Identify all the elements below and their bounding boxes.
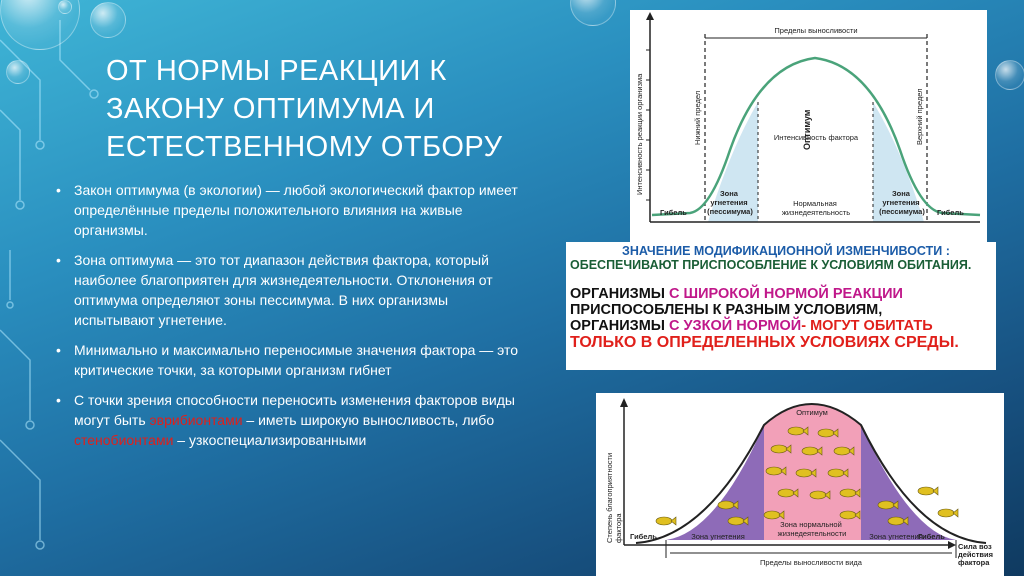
bullet-text: Закон оптимума (в экологии) — любой экологический фактор имеет определённые пределы положительного влияния на живые организмы. (74, 182, 518, 238)
title-line: ОТ НОРМЫ РЕАКЦИИ К (106, 55, 447, 87)
optimum-label: Оптимум (802, 109, 812, 150)
panel-text-red: - МОГУТ ОБИТАТЬ (801, 318, 933, 334)
slide-title (106, 52, 506, 166)
modification-panel (566, 242, 996, 370)
bullet-item (56, 180, 526, 240)
bullet-item (56, 250, 526, 330)
limits-label: Пределы выносливости (774, 26, 858, 35)
highlight-stenobiont: стенобионтами (74, 432, 174, 448)
bullet-marker: • (56, 182, 61, 198)
bubble-decoration (58, 0, 72, 14)
panel-text: ОРГАНИЗМЫ (570, 318, 670, 334)
bullet-marker: • (56, 392, 61, 408)
death-left-label: Гибель (660, 208, 687, 217)
bubble-decoration (995, 60, 1024, 90)
x-axis-arrow (948, 541, 956, 549)
bullet-text-part: С точки зрения способности переносить изменения факторов виды могут быть (74, 392, 515, 428)
death-right-label: Гибель (937, 208, 964, 217)
death-right-label: Гибель (918, 532, 945, 541)
bullet-text (74, 392, 515, 448)
title-line: ЕСТЕСТВЕННОМУ ОТБОРУ (106, 131, 503, 163)
bullet-marker: • (56, 252, 61, 268)
bullet-text-part: – иметь широкую выносливость, либо (242, 412, 495, 428)
fish-diagram (596, 393, 1004, 576)
lower-limit-label: Нижний предел (693, 90, 702, 145)
panel-highlight-wide: С ШИРОКОЙ НОРМОЙ РЕАКЦИИ (669, 286, 903, 302)
zone-right-label: Зона угнетения (пессимума) (879, 189, 925, 216)
x-axis-label: Сила воз действия фактора (958, 542, 993, 567)
panel-heading: ЗНАЧЕНИЕ МОДИФИКАЦИОННОЙ ИЗМЕНЧИВОСТИ : (622, 244, 950, 258)
fish-icon (656, 517, 676, 525)
optimum-label: Оптимум (796, 408, 828, 417)
x-axis-label: Интенсивность фактора (773, 133, 859, 142)
y-axis-arrow (646, 12, 654, 20)
zone-normal-label: Нормальная жизнедеятельность (781, 199, 851, 217)
tolerance-diagram (630, 10, 987, 242)
bullet-item (56, 340, 526, 380)
zone-left-label: Зона угнетения (пессимума) (707, 189, 753, 216)
panel-text: ОРГАНИЗМЫ (570, 286, 670, 302)
fish-icon (918, 487, 938, 495)
bullet-marker: • (56, 342, 61, 358)
title-line: ЗАКОНУ ОПТИМУМА И (106, 93, 435, 125)
zone-normal-label: Зона нормальной жизнедеятельности (777, 520, 847, 538)
y-axis-label: Степень благоприятности фактора (605, 452, 623, 543)
highlight-eurybiont: эврибионтами (149, 412, 243, 428)
fish-icon (938, 509, 958, 517)
bullet-item (56, 390, 526, 450)
zone-right-label: Зона угнетения (869, 532, 923, 541)
range-label: Пределы выносливости вида (760, 558, 862, 567)
zone-left-purple (666, 425, 764, 540)
bullet-list (56, 180, 526, 460)
panel-highlight-narrow: С УЗКОЙ НОРМОЙ (669, 318, 802, 334)
bullet-text: Минимально и максимально переносимые значения фактора — это критические точки, за которыми организм гибнет (74, 342, 519, 378)
bullet-text: Зона оптимума — это тот диапазон действия фактора, который наиболее благоприятен для жизнедеятельности. Отклонения от оптимума определяют зоны пессимума. В них организмы испытывают угнетение. (74, 252, 493, 328)
panel-line (570, 286, 996, 302)
y-axis-label: Интенсивность реакции организма (635, 73, 644, 195)
y-axis-arrow (620, 398, 628, 407)
upper-limit-label: Верхний предел (915, 88, 924, 145)
zone-left-label: Зона угнетения (691, 532, 745, 541)
panel-subheading: ОБЕСПЕЧИВАЮТ ПРИСПОСОБЛЕНИЕ К УСЛОВИЯМ ОБИТАНИЯ. (570, 258, 972, 272)
panel-line (570, 318, 996, 334)
bubble-decoration (6, 60, 30, 84)
bullet-text-part: – узкоспециализированными (173, 432, 367, 448)
bubble-decoration (90, 2, 126, 38)
death-left-label: Гибель (630, 532, 657, 541)
panel-line: ПРИСПОСОБЛЕНЫ К РАЗНЫМ УСЛОВИЯМ, (570, 302, 883, 318)
panel-line: ТОЛЬКО В ОПРЕДЕЛЕННЫХ УСЛОВИЯХ СРЕДЫ. (570, 334, 959, 351)
zone-right-purple (861, 425, 956, 540)
